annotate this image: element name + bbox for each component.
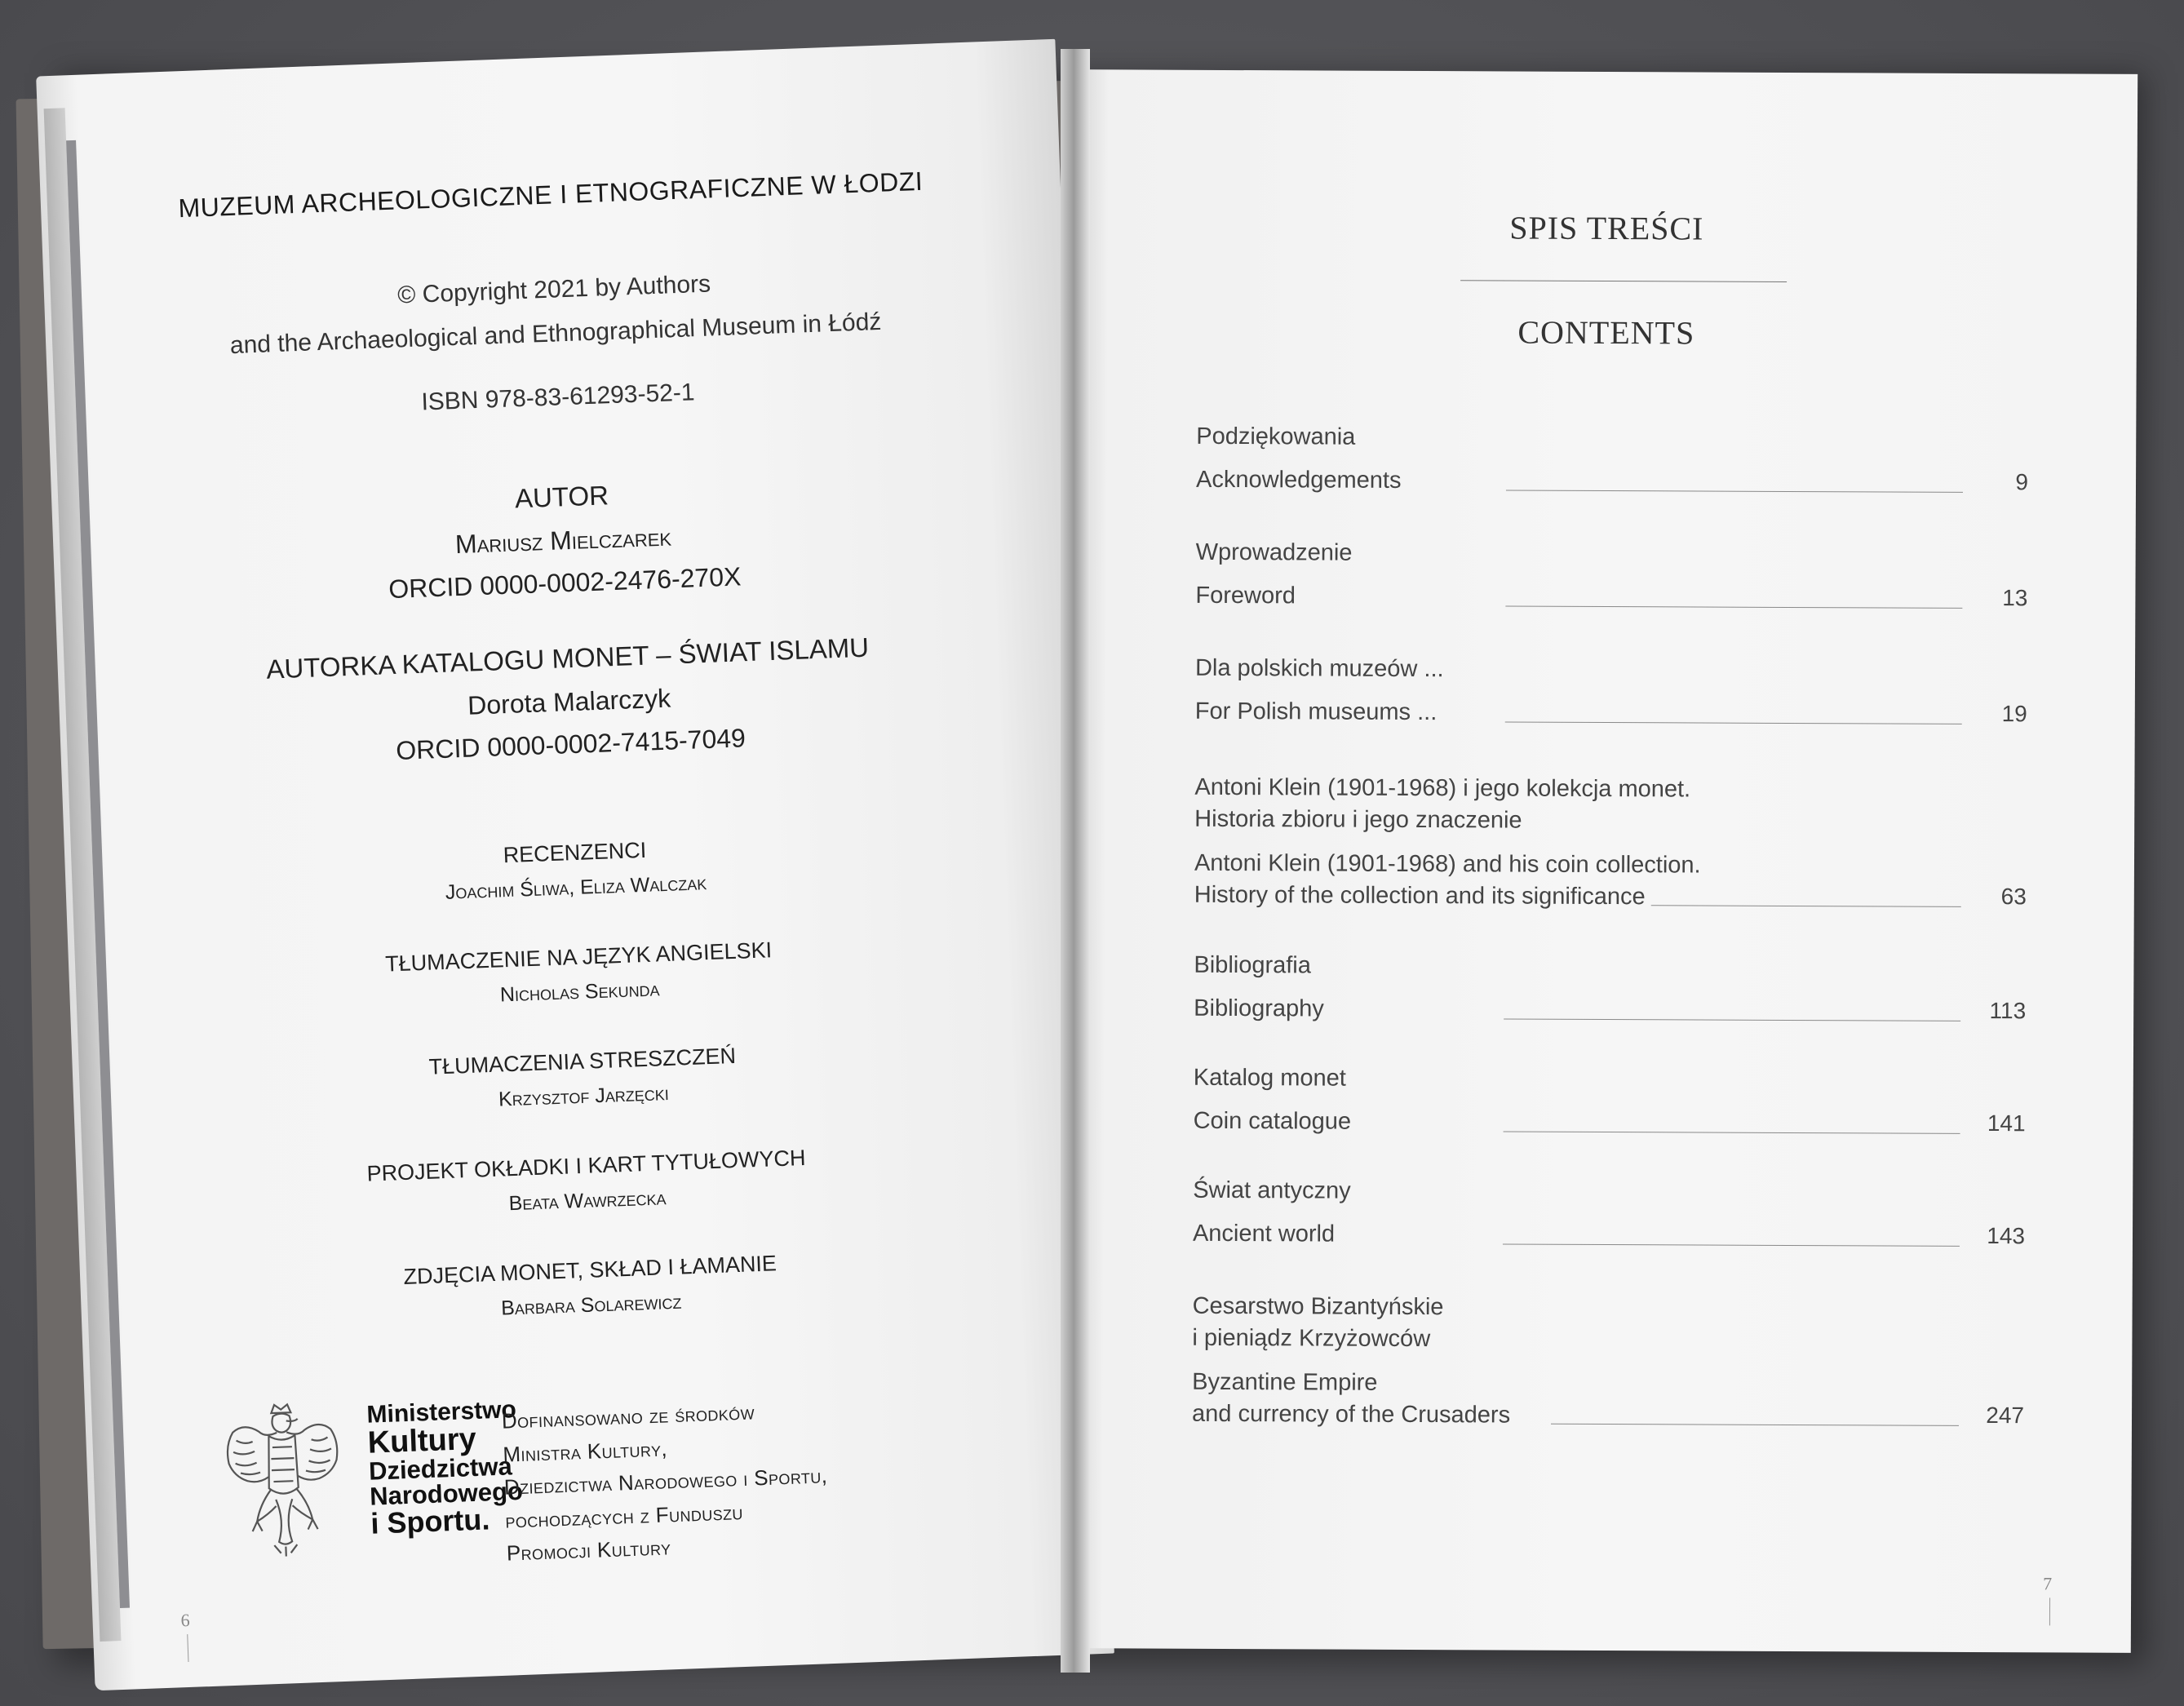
credit-name: Joachim Śliwa, Eliza Walczak	[445, 871, 707, 904]
toc-entry-line: Wprowadzenie	[1195, 538, 1353, 566]
ministry-logo	[366, 1398, 525, 1539]
toc-entry-title-en	[1196, 464, 2028, 500]
ministry-logo-line: Narodowego	[369, 1476, 524, 1511]
catalog-author-name: Dorota Malarczyk	[467, 683, 671, 720]
toc-entry-line: Byzantine Empire	[1192, 1368, 1378, 1396]
credit-name: Krzysztof Jarzęcki	[498, 1081, 670, 1111]
credit-name: Barbara Solarewicz	[500, 1290, 682, 1320]
toc-entry-line: Acknowledgements	[1195, 467, 1402, 494]
toc-page-number: 9	[2015, 469, 2029, 495]
funding-line: Promocji Kultury	[506, 1535, 671, 1566]
toc-entry-title-pl	[1196, 537, 2028, 573]
toc-entry-title-en	[1194, 848, 2027, 915]
author-label: AUTOR	[514, 480, 609, 514]
catalog-author-orcid: ORCID 0000-0002-7415-7049	[395, 723, 746, 765]
toc-entry[interactable]	[1196, 421, 2028, 500]
toc-entry-title-pl	[1194, 950, 2026, 986]
toc-entry-title-pl	[1195, 653, 2027, 689]
left-page	[36, 39, 1114, 1690]
toc-entry-title-en	[1194, 1106, 2026, 1141]
funding-line: Ministra Kultury,	[502, 1435, 668, 1467]
toc-entry-line: Bibliography	[1194, 995, 1324, 1022]
ministry-logo-line: Kultury	[367, 1421, 477, 1460]
toc-entry-line: Cesarstwo Bizantyńskie	[1192, 1292, 1444, 1321]
funding-note	[501, 1393, 831, 1570]
toc-page-number: 247	[1986, 1402, 2025, 1429]
toc-entry-title-en	[1195, 696, 2027, 732]
copyright-line-2: and the Archaeological and Ethnographical Museum in Łódź	[229, 308, 882, 360]
polish-eagle-icon	[215, 1396, 352, 1564]
toc-entry-line: Katalog monet	[1193, 1064, 1346, 1092]
toc-entry-line: Foreword	[1195, 583, 1296, 609]
toc-entry[interactable]	[1194, 1062, 2026, 1141]
page-number-tick	[2049, 1597, 2050, 1625]
toc-entry-title-pl	[1193, 1175, 2025, 1211]
ministry-logo-line: Dziedzictwa	[368, 1451, 513, 1486]
credit-label: ZDJĘCIA MONET, SKŁAD I ŁAMANIE	[403, 1251, 777, 1290]
toc-entry[interactable]	[1195, 537, 2027, 616]
toc-entry-line: Podziękowania	[1196, 423, 1356, 450]
toc-entry-title-pl	[1196, 421, 2028, 457]
toc-entry[interactable]	[1192, 1291, 2025, 1434]
copyright-line-1: © Copyright 2021 by Authors	[396, 270, 711, 309]
catalog-author-label: AUTORKA KATALOGU MONET – ŚWIAT ISLAMU	[265, 631, 870, 685]
ministry-logo-line: Ministerstwo	[365, 1396, 517, 1429]
toc-entry-title-pl	[1194, 1062, 2026, 1098]
credit-label: RECENZENCI	[503, 837, 647, 868]
isbn: ISBN 978-83-61293-52-1	[420, 379, 696, 416]
toc-title-pl: SPIS TREŚCI	[1509, 209, 1704, 247]
toc-entry[interactable]	[1195, 653, 2027, 732]
toc-entry-line: For Polish museums ...	[1194, 698, 1438, 726]
funding-line: pochodzących z Funduszu	[504, 1499, 744, 1533]
page-number: 7	[2043, 1573, 2053, 1594]
book-spine	[1061, 49, 1090, 1673]
credit-name: Nicholas Sekunda	[499, 977, 661, 1007]
toc-entry[interactable]	[1193, 1175, 2025, 1254]
toc-page-number: 113	[1989, 998, 2027, 1024]
funding-line: Dofinansowano ze środków	[501, 1399, 755, 1433]
author-name: Mariusz Mielczarek	[454, 521, 672, 560]
toc-entry-line: Ancient world	[1192, 1221, 1336, 1248]
credit-name: Beata Wawrzecka	[508, 1186, 667, 1216]
toc-page-number: 143	[1987, 1223, 2026, 1249]
credit-label: TŁUMACZENIE NA JĘZYK ANGIELSKI	[384, 937, 773, 977]
toc-entry-title-en	[1193, 1218, 2025, 1254]
toc-entry-line: Antoni Klein (1901-1968) and his coin collection.	[1194, 849, 1701, 879]
toc-entry-line: Dla polskich muzeów ...	[1194, 654, 1444, 683]
toc-entry[interactable]	[1194, 950, 2026, 1029]
toc-entry-line: i pieniądz Krzyżowców	[1192, 1325, 1431, 1353]
right-page	[1070, 69, 2137, 1653]
page-number-tick	[187, 1634, 188, 1662]
toc-page-number: 63	[2000, 884, 2027, 910]
funding-line: Dziedzictwa Narodowego i Sportu,	[503, 1463, 828, 1500]
page-number: 6	[180, 1609, 191, 1631]
toc-page-number: 141	[1987, 1110, 2026, 1137]
credit-label: TŁUMACZENIA STRESZCZEŃ	[428, 1043, 737, 1079]
ministry-logo-line: i Sportu.	[370, 1502, 491, 1540]
museum-name: MUZEUM ARCHEOLOGICZNE I ETNOGRAFICZNE W ŁODZI	[177, 166, 924, 224]
toc-entry-title-en	[1195, 580, 2027, 616]
title-divider	[1460, 280, 1787, 282]
toc-title-en: CONTENTS	[1517, 313, 1695, 352]
author-orcid: ORCID 0000-0002-2476-270X	[388, 561, 742, 605]
toc-entry-line: Coin catalogue	[1193, 1108, 1352, 1136]
toc-page-number: 13	[2002, 585, 2028, 611]
toc-entry-line: History of the collection and its significance	[1194, 882, 1646, 911]
credit-label: PROJEKT OKŁADKI I KART TYTUŁOWYCH	[366, 1145, 806, 1186]
toc-entry-line: Historia zbioru i jego znaczenie	[1194, 806, 1522, 834]
toc-entry-title-pl	[1192, 1291, 2024, 1358]
toc-entry-title-pl	[1194, 772, 2027, 840]
toc-entry-title-en	[1194, 993, 2026, 1029]
toc-entry-line: Bibliografia	[1194, 951, 1311, 979]
toc-entry[interactable]	[1194, 772, 2027, 915]
toc-entry-line: Świat antyczny	[1193, 1176, 1351, 1204]
toc-page-number: 19	[2001, 701, 2027, 727]
toc-entry-line: Antoni Klein (1901-1968) i jego kolekcja monet.	[1194, 773, 1691, 803]
toc-entry-line: and currency of the Crusaders	[1191, 1401, 1511, 1429]
